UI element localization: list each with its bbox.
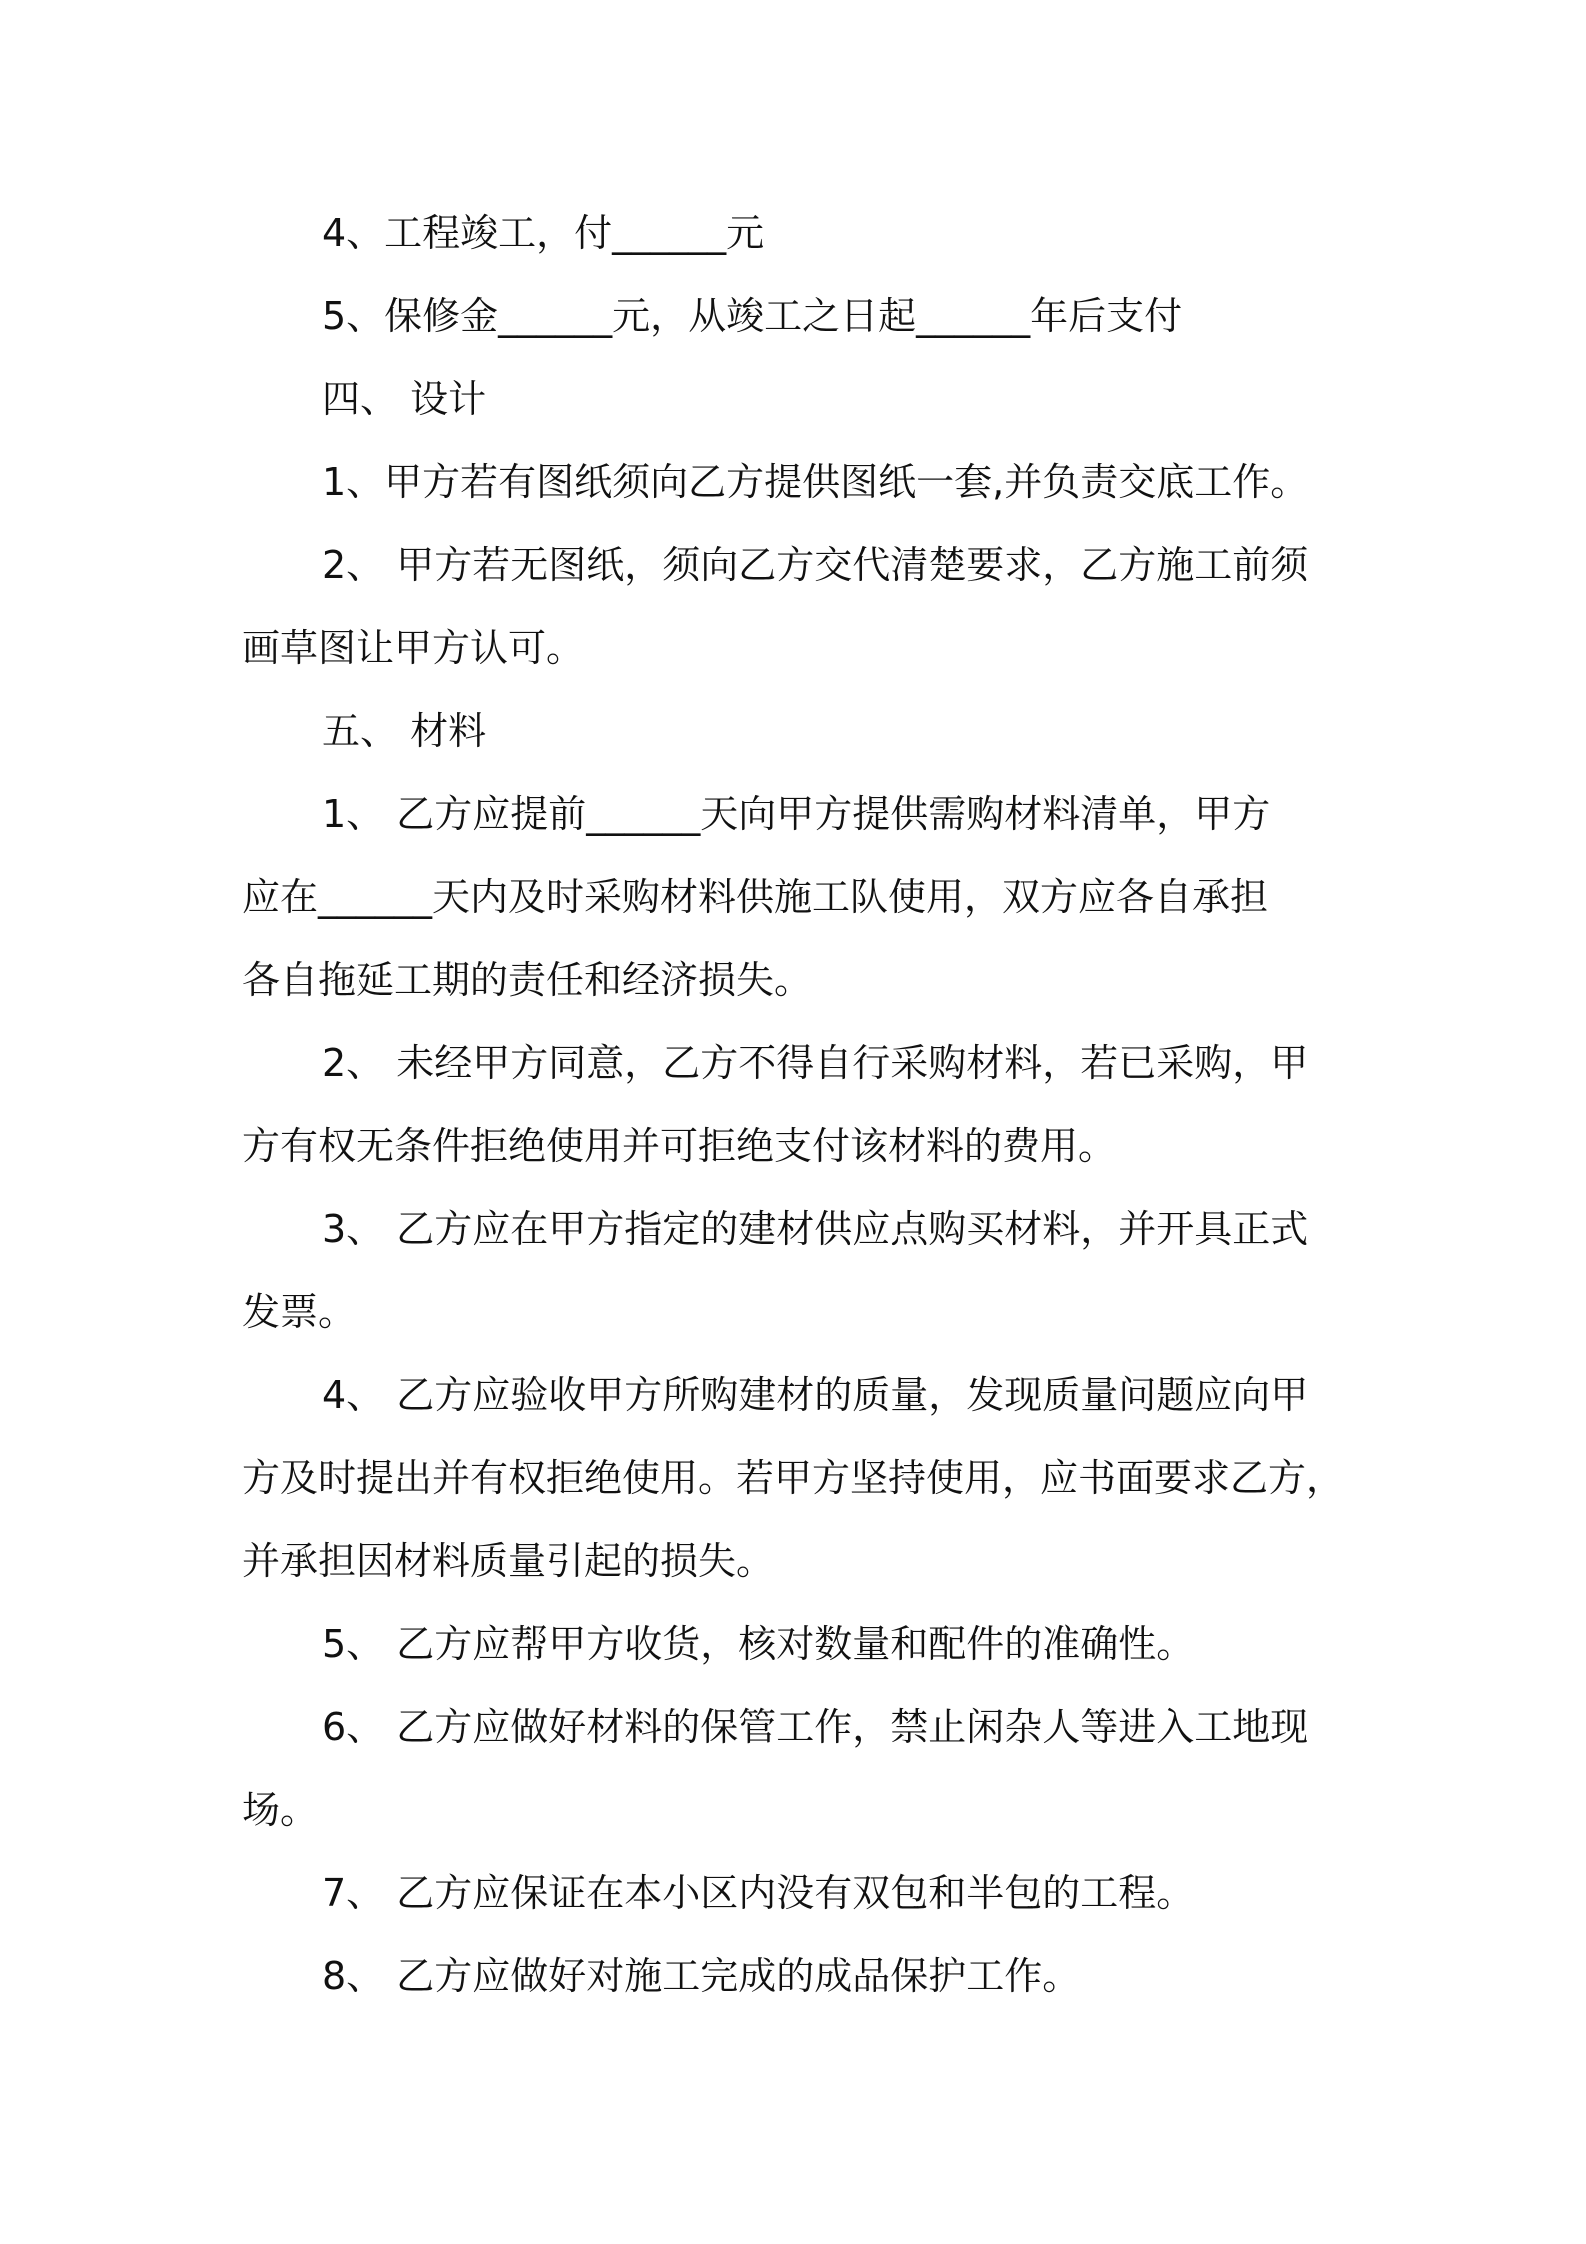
section-heading-materials: 五、 材料 [322,709,487,753]
text-line-materials-1b: 应在______天内及时采购材料供施工队使用，双方应各自承担 [242,875,1269,919]
section-heading-design: 四、 设计 [322,377,487,421]
text-line-materials-6a: 6、 乙方应做好材料的保管工作，禁止闲杂人等进入工地现 [322,1705,1309,1749]
text-line-materials-2a: 2、 未经甲方同意，乙方不得自行采购材料，若已采购，甲 [322,1041,1309,1085]
text-line-payment-completion: 4、工程竣工，付______元 [322,211,765,255]
text-line-materials-6b: 场。 [242,1788,319,1832]
text-line-design-2a: 2、 甲方若无图纸，须向乙方交代清楚要求，乙方施工前须 [322,543,1309,587]
text-line-materials-1a: 1、 乙方应提前______天向甲方提供需购材料清单，甲方 [322,792,1271,836]
text-line-materials-3b: 发票。 [242,1290,357,1334]
text-line-materials-5: 5、 乙方应帮甲方收货，核对数量和配件的准确性。 [322,1622,1195,1666]
text-line-materials-4b: 方及时提出并有权拒绝使用。若甲方坚持使用，应书面要求乙方， [242,1456,1345,1500]
text-line-materials-2b: 方有权无条件拒绝使用并可拒绝支付该材料的费用。 [242,1124,1117,1168]
text-line-materials-4a: 4、 乙方应验收甲方所购建材的质量，发现质量问题应向甲 [322,1373,1309,1417]
text-line-materials-3a: 3、 乙方应在甲方指定的建材供应点购买材料，并开具正式 [322,1207,1309,1251]
document-body [242,192,1357,2018]
text-line-warranty-deposit: 5、保修金______元，从竣工之日起______年后支付 [322,294,1183,338]
text-line-design-1: 1、甲方若有图纸须向乙方提供图纸一套,并负责交底工作。 [322,460,1309,504]
text-line-materials-8: 8、 乙方应做好对施工完成的成品保护工作。 [322,1954,1081,1998]
text-line-materials-1c: 各自拖延工期的责任和经济损失。 [242,958,813,1002]
text-line-materials-7: 7、 乙方应保证在本小区内没有双包和半包的工程。 [322,1871,1195,1915]
text-line-materials-4c: 并承担因材料质量引起的损失。 [242,1539,775,1583]
text-line-design-2b: 画草图让甲方认可。 [242,626,585,670]
